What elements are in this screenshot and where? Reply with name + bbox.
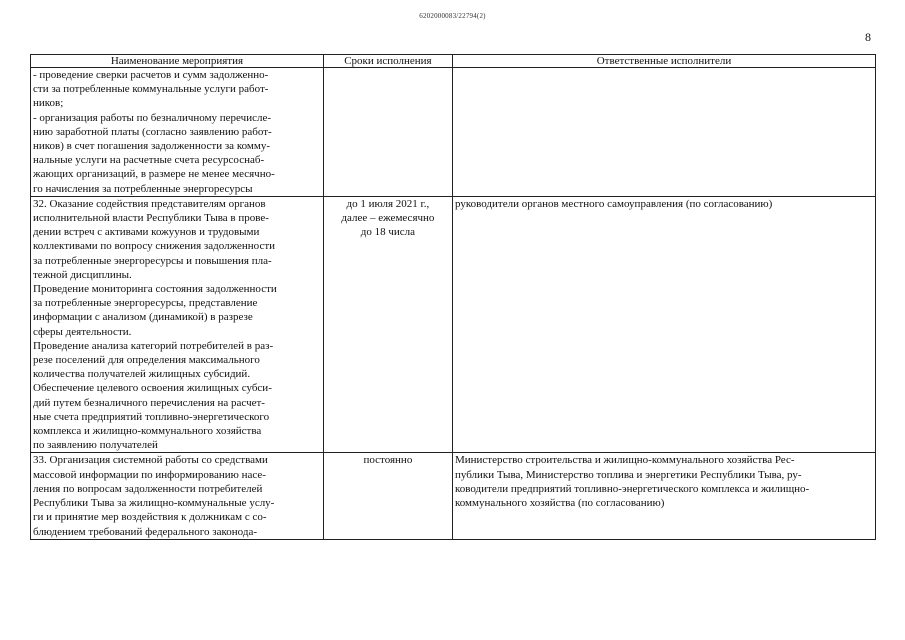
activity-text-line: нию заработной платы (согласно заявлению работ- (33, 125, 272, 138)
activity-text-line: резе поселений для определения максимального (33, 354, 260, 367)
activity-text-line: 32. Оказание содействия представителям органов (33, 197, 266, 210)
column-header-responsible: Ответственные исполнители (452, 55, 875, 68)
activity-text-line: дении встреч с активами кожуунов и трудовыми (33, 226, 260, 239)
cell-deadline (323, 196, 452, 453)
activity-text-line: за потребленные энергоресурсы, представление (33, 297, 258, 310)
activity-text-line: нальные услуги на расчетные счета ресурсоснаб- (33, 154, 265, 167)
activity-text-line: тежной дисциплины. (33, 268, 132, 281)
table-row (31, 196, 876, 453)
activity-text-line: дий путем безналичного перечисления на расчет- (33, 396, 265, 409)
activity-text-line: массовой информации по информированию насе- (33, 468, 266, 481)
activity-text-line: Республики Тыва за жилищно-коммунальные услу- (33, 497, 275, 510)
activity-text-line: по заявлению получателей (33, 439, 158, 452)
activity-text-line: за потребленные энергоресурсы и повышения пла- (33, 254, 272, 267)
table-header-row (31, 55, 876, 68)
activity-text-line: информации с анализом (динамикой) в разрезе (33, 311, 253, 324)
activity-text-line: комплекса и жилищно-коммунального хозяйства (33, 425, 262, 438)
cell-responsible (452, 68, 875, 197)
responsible-text-line: ководители предприятий топливно-энергетического комплекса и жилищно- (454, 482, 810, 495)
cell-responsible (452, 196, 875, 453)
activity-text-line: исполнительной власти Республики Тыва в прове- (33, 212, 269, 225)
activity-text-line: - проведение сверки расчетов и сумм задолженно- (33, 69, 269, 81)
cell-activity (31, 68, 324, 197)
deadline-text-line: постоянно (363, 454, 413, 467)
cell-responsible (452, 453, 875, 539)
activity-text-line: го начисления за потребленные энергоресурсы (33, 182, 253, 195)
activity-text-line: блюдением требований федерального законода- (33, 525, 258, 538)
deadline-text-line: далее – ежемесячно (341, 212, 435, 225)
activity-text-line: 33. Организация системной работы со средствами (33, 454, 268, 467)
activity-text-line: количества получателей жилищных субсидий. (33, 368, 251, 381)
responsible-text-line: коммунального хозяйства (по согласованию) (454, 497, 665, 510)
activity-text-line: сти за потребленные коммунальные услуги работ- (33, 83, 269, 96)
measures-table (30, 54, 876, 540)
activity-text-line: Обеспечение целевого освоения жилищных субси- (33, 382, 272, 395)
activity-text-line: жающих организаций, в размере не менее месячно- (33, 168, 275, 181)
activity-text-line: сферы деятельности. (33, 325, 132, 338)
table-row (31, 453, 876, 539)
deadline-text-line: до 18 числа (360, 226, 416, 239)
activity-text-line: Проведение анализа категорий потребителей в раз- (33, 339, 274, 352)
activity-text-line: ников) в счет погашения задолженности за комму- (33, 140, 270, 153)
cell-activity (31, 453, 324, 539)
document-id: 6202000083/22794(2) (419, 12, 486, 20)
table-row (31, 68, 876, 197)
activity-text-line: ги и принятие мер воздействия к должникам с со- (33, 511, 267, 524)
cell-deadline (323, 68, 452, 197)
activity-text-line: ников; (33, 97, 64, 110)
responsible-text-line: Министерство строительства и жилищно-коммунального хозяйства Рес- (454, 454, 795, 467)
cell-deadline (323, 453, 452, 539)
activity-text-line: коллективами по вопросу снижения задолженности (33, 240, 276, 253)
activity-text-line: ные счета предприятий топливно-энергетического (33, 410, 270, 423)
responsible-text-line: публики Тыва, Министерство топлива и энергетики Республики Тыва, ру- (454, 468, 802, 481)
activity-text-line: ления по вопросам задолженности потребителей (33, 482, 263, 495)
column-header-deadline: Сроки исполнения (323, 55, 452, 68)
activity-text-line: - организация работы по безналичному перечисле- (33, 111, 271, 124)
column-header-activity: Наименование мероприятия (31, 55, 324, 68)
page-number: 8 (865, 30, 871, 44)
deadline-text-line: до 1 июля 2021 г., (346, 197, 430, 210)
cell-activity (31, 196, 324, 453)
responsible-text-line: руководители органов местного самоуправления (по согласованию) (454, 197, 773, 210)
activity-text-line: Проведение мониторинга состояния задолженности (33, 283, 277, 296)
